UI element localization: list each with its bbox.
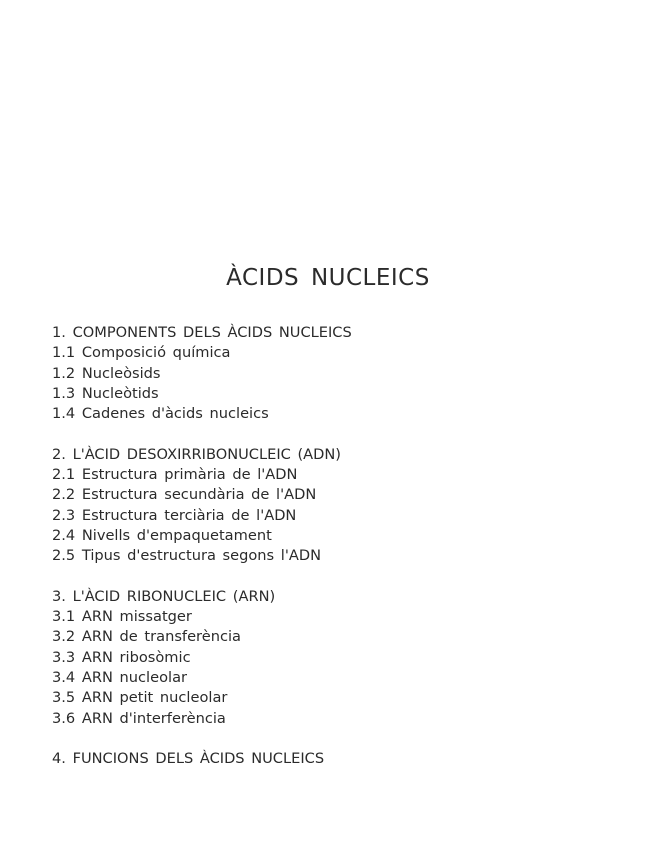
toc-item: 1.4 Cadenes d'àcids nucleics — [52, 405, 269, 423]
toc-section-heading: 2. L'ÀCID DESOXIRRIBONUCLEIC (ADN) — [52, 445, 342, 463]
toc-section-4 — [52, 749, 612, 769]
toc-item: 2.2 Estructura secundària de l'ADN — [52, 486, 317, 504]
table-of-contents — [52, 323, 612, 790]
toc-item: 2.4 Nivells d'empaquetament — [52, 526, 272, 544]
toc-section-1 — [52, 323, 612, 424]
toc-section-heading: 3. L'ÀCID RIBONUCLEIC (ARN) — [52, 587, 276, 605]
toc-section-heading: 1. COMPONENTS DELS ÀCIDS NUCLEICS — [52, 324, 352, 341]
toc-item: 1.3 Nucleòtids — [52, 384, 159, 402]
toc-item: 3.2 ARN de transferència — [52, 628, 241, 646]
toc-section-2 — [52, 445, 612, 567]
toc-item: 2.3 Estructura terciària de l'ADN — [52, 506, 297, 524]
toc-item: 1.1 Composició química — [52, 344, 231, 362]
toc-item: 1.2 Nucleòsids — [52, 364, 161, 382]
toc-item: 3.4 ARN nucleolar — [52, 669, 188, 687]
page-title: ÀCIDS NUCLEICS — [226, 265, 430, 291]
toc-section-heading: 4. FUNCIONS DELS ÀCIDS NUCLEICS — [52, 750, 325, 768]
toc-item: 3.3 ARN ribosòmic — [52, 648, 191, 666]
toc-item: 3.6 ARN d'interferència — [52, 709, 226, 727]
toc-item: 3.5 ARN petit nucleolar — [52, 689, 228, 707]
toc-item: 3.1 ARN missatger — [52, 608, 192, 626]
toc-section-3 — [52, 587, 612, 729]
toc-item: 2.5 Tipus d'estructura segons l'ADN — [52, 547, 321, 565]
toc-item: 2.1 Estructura primària de l'ADN — [52, 466, 298, 484]
